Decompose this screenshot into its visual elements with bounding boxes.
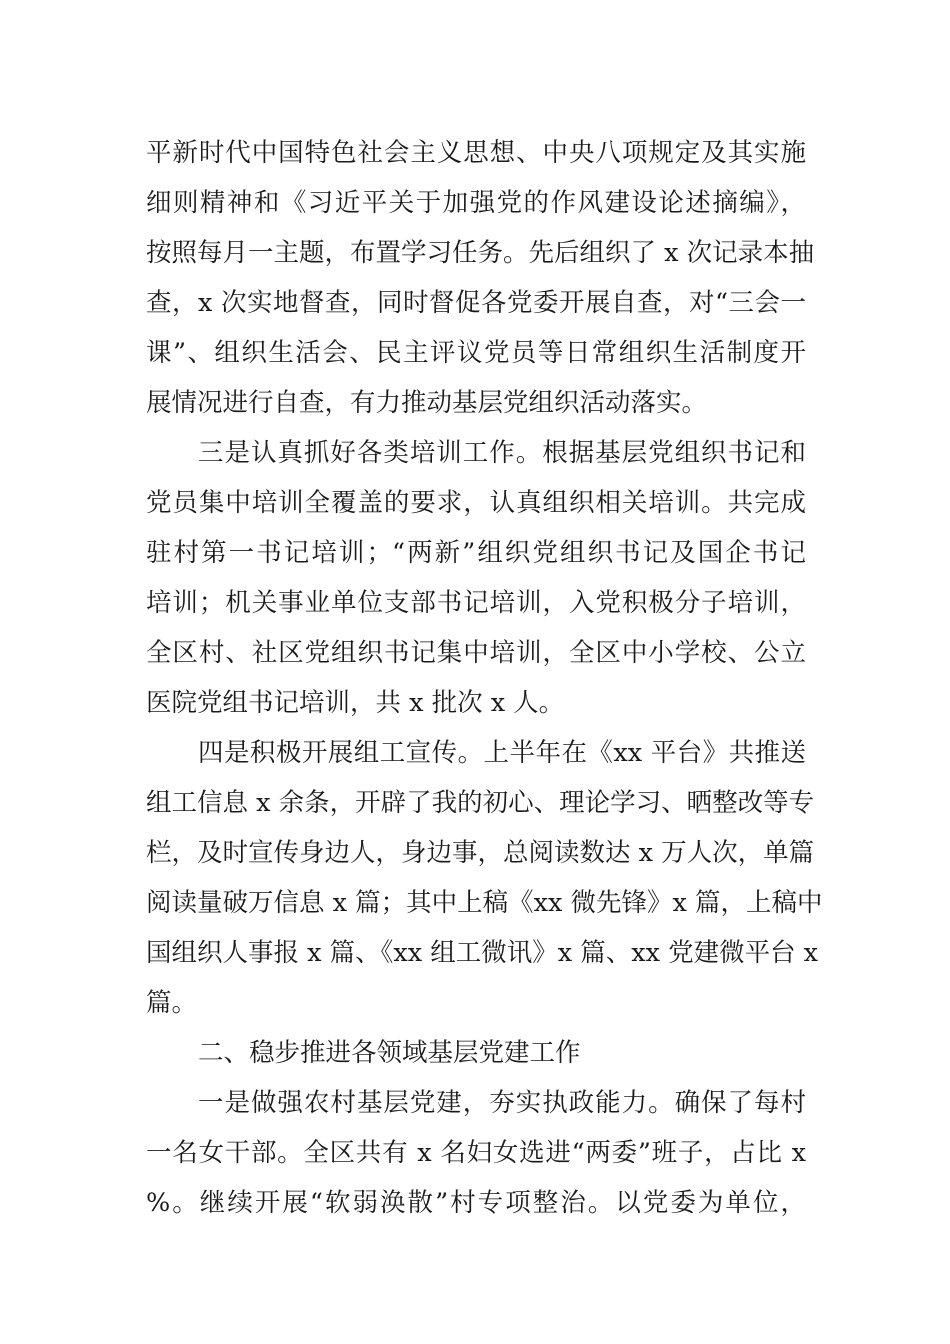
text-line: 展情况进行自查，有力推动基层党组织活动落实。 (146, 388, 708, 418)
text-line: 培训；机关事业单位支部书记培训，入党积极分子培训， (146, 588, 806, 618)
text-line: 驻村第一书记培训；“两新”组织党组织书记及国企书记 (146, 538, 806, 568)
text-line: %。继续开展“软弱涣散”村专项整治。以党委为单位， (146, 1188, 806, 1218)
text-line: 阅读量破万信息 x 篇；其中上稿《xx 微先锋》x 篇，上稿中 (146, 888, 823, 918)
text-line: 全区村、社区党组织书记集中培训，全区中小学校、公立 (146, 638, 806, 668)
paragraph-start-line: 三是认真抓好各类培训工作。根据基层党组织书记和 (198, 438, 806, 468)
text-line: 平新时代中国特色社会主义思想、中央八项规定及其实施 (146, 138, 806, 168)
section-heading: 二、稳步推进各领域基层党建工作 (198, 1038, 581, 1068)
text-line: 医院党组书记培训，共 x 批次 x 人。 (146, 688, 565, 718)
text-line: 国组织人事报 x 篇、《xx 组工微讯》x 篇、xx 党建微平台 x (146, 938, 819, 968)
text-line: 栏，及时宣传身边人，身边事，总阅读数达 x 万人次，单篇 (146, 838, 815, 868)
text-line: 一名女干部。全区共有 x 名妇女选进“两委”班子，占比 x (146, 1138, 806, 1168)
text-line: 篇。 (146, 988, 198, 1018)
text-line: 党员集中培训全覆盖的要求，认真组织相关培训。共完成 (146, 488, 806, 518)
text-line: 查，x 次实地督查，同时督促各党委开展自查，对“三会一 (146, 288, 806, 318)
text-line: 按照每月一主题，布置学习任务。先后组织了 x 次记录本抽 (146, 238, 815, 268)
paragraph-start-line: 四是积极开展组工宣传。上半年在《xx 平台》共推送 (198, 738, 806, 768)
text-line: 组工信息 x 余条，开辟了我的初心、理论学习、晒整改等专 (146, 788, 815, 818)
text-line: 课”、组织生活会、民主评议党员等日常组织生活制度开 (146, 338, 806, 368)
text-line: 细则精神和《习近平关于加强党的作风建设论述摘编》， (146, 188, 806, 218)
paragraph-start-line: 一是做强农村基层党建，夯实执政能力。确保了每村 (198, 1088, 806, 1118)
